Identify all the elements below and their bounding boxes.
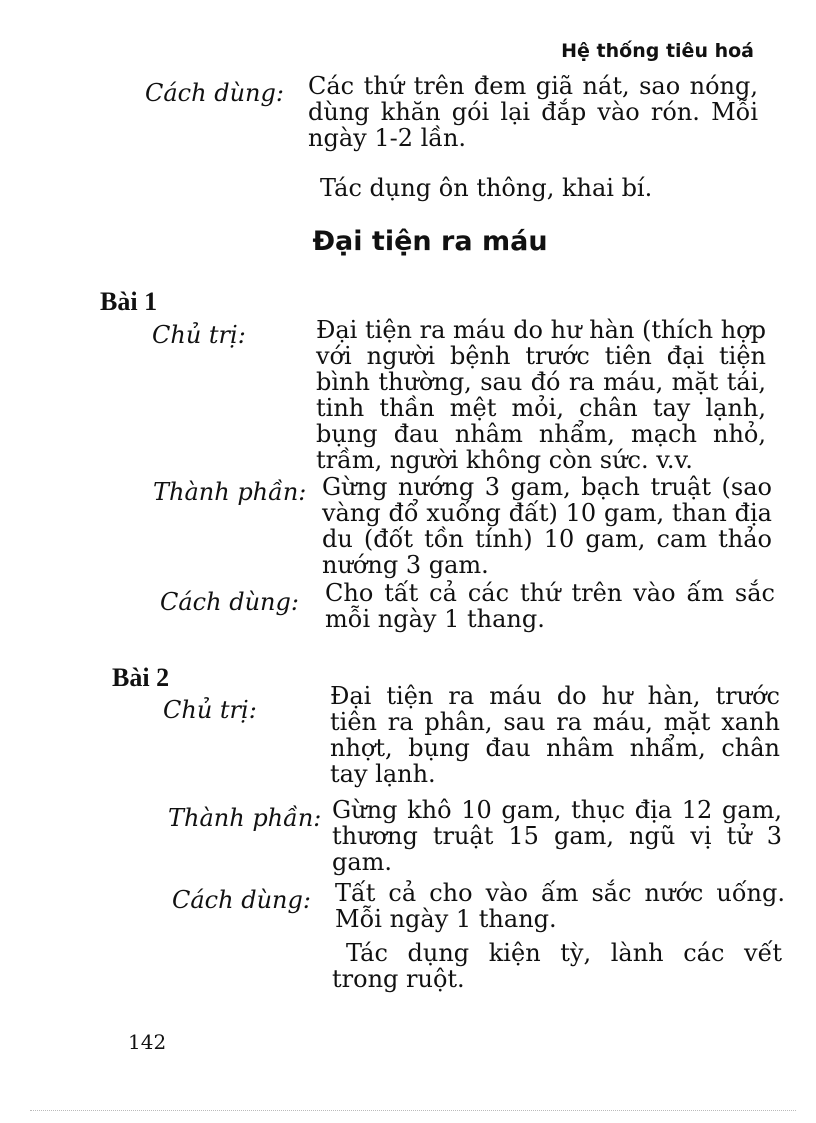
recipe-1-usage-text: Cho tất cả các thứ trên vào ấm sắc mỗi ngày 1 thang. — [325, 579, 775, 633]
recipe-2-ingredients-text: Gừng khô 10 gam, thục địa 12 gam, thương truật 15 gam, ngũ vị tử 3 gam. — [332, 796, 782, 876]
page-number: 142 — [128, 1030, 167, 1054]
intro-usage-text: Các thứ trên đem giã nát, sao nóng, dùng khăn gói lại đắp vào rón. Mỗi ngày 1-2 lần. — [308, 72, 758, 152]
recipe-2-indication-label: Chủ trị: — [163, 696, 257, 724]
recipe-2-usage-text: Tất cả cho vào ấm sắc nước uống. Mỗi ngày 1 thang. — [335, 879, 785, 933]
recipe-1-indication-text: Đại tiện ra máu do hư hàn (thích hợp với người bệnh trước tiên đại tiện bình thường, sau đó ra máu, mặt tái, tinh thần mệt mỏi, chân tay lạnh, bụng đau nhâm nhẩm, mạch nhỏ, trầm, người không còn sức. v.v. — [316, 316, 766, 474]
recipe-1-ingredients-label: Thành phần: — [153, 478, 307, 506]
section-title: Đại tiện ra máu — [312, 226, 548, 257]
running-header: Hệ thống tiêu hoá — [561, 40, 754, 62]
scan-edge-divider — [30, 1110, 796, 1111]
intro-usage-label: Cách dùng: — [145, 79, 284, 107]
recipe-2-ingredients-label: Thành phần: — [168, 804, 322, 832]
recipe-1-heading: Bài 1 — [100, 287, 158, 316]
recipe-2-effect-text: Tác dụng kiện tỳ, lành các vết trong ruột. — [332, 939, 782, 993]
recipe-1-indication-label: Chủ trị: — [152, 321, 246, 349]
recipe-2-heading: Bài 2 — [112, 663, 170, 692]
intro-effect-text: Tác dụng ôn thông, khai bí. — [320, 174, 653, 202]
recipe-2-usage-label: Cách dùng: — [172, 886, 311, 914]
recipe-1-usage-label: Cách dùng: — [160, 588, 299, 616]
recipe-2-indication-text: Đại tiện ra máu do hư hàn, trước tiên ra phân, sau ra máu, mặt xanh nhợt, bụng đau nhâm nhẩm, chân tay lạnh. — [330, 682, 780, 788]
recipe-1-ingredients-text: Gừng nướng 3 gam, bạch truật (sao vàng đổ xuống đất) 10 gam, than địa du (đốt tồn tính) 10 gam, cam thảo nướng 3 gam. — [322, 473, 772, 579]
